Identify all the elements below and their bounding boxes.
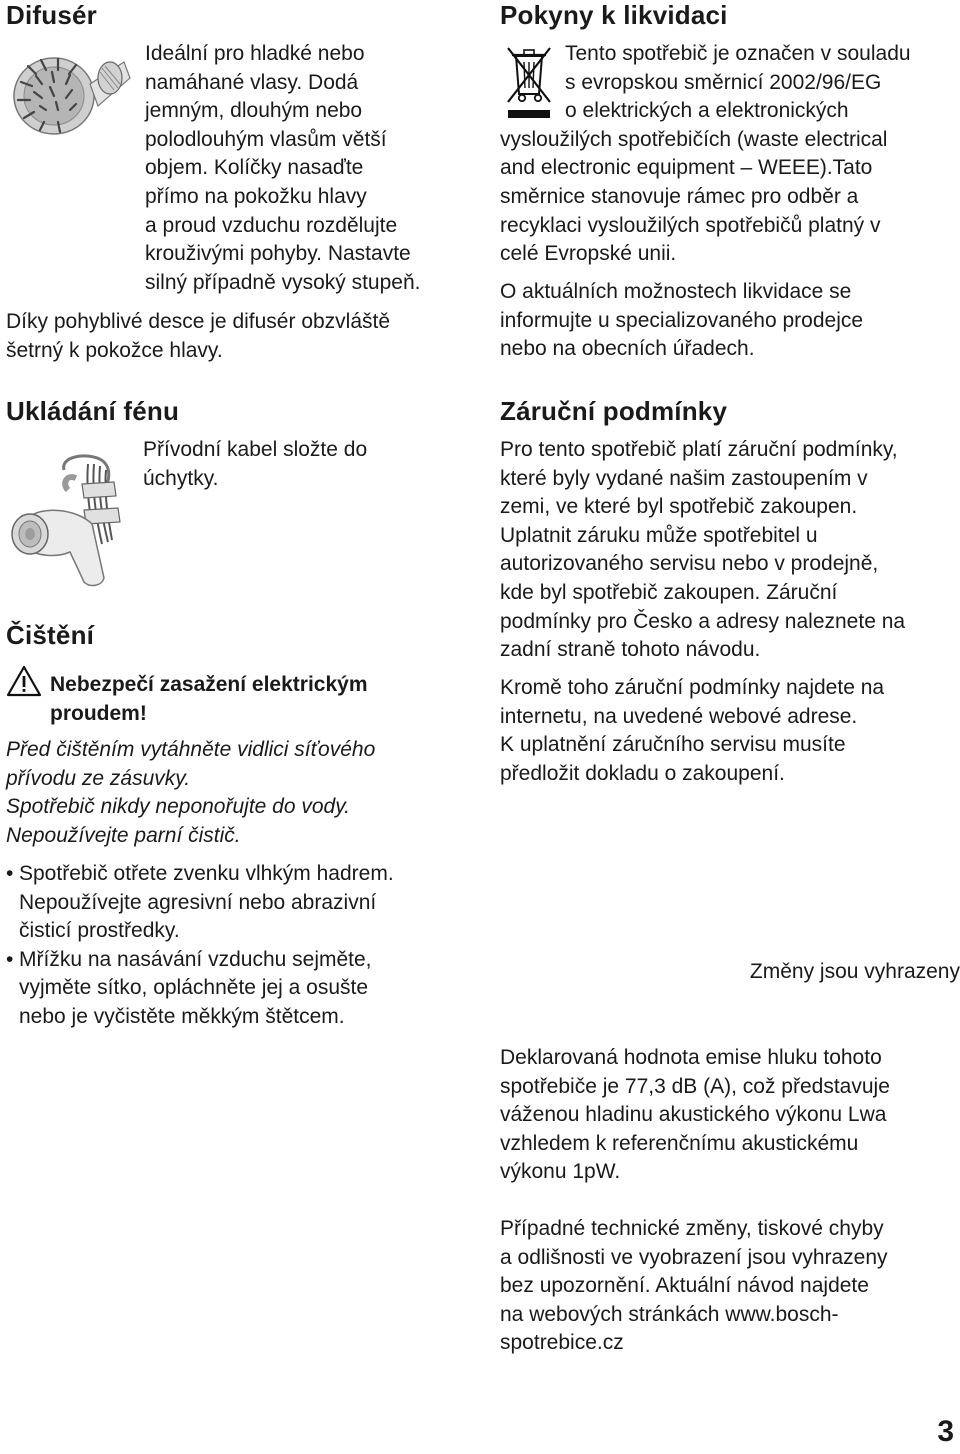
disposal-text-line: Tento spotřebič je označen v souladu <box>565 42 911 65</box>
disposal-heading: Pokyny k likvidaci <box>500 0 728 30</box>
bullet-text-line: nebo je vyčistěte měkkým štětcem. <box>19 1005 345 1028</box>
warranty-text-line: internetu, na uvedené webové adrese. <box>500 704 858 728</box>
noise-text-line: spotřebiče je 77,3 dB (A), což představuje <box>500 1074 890 1098</box>
storage-heading: Ukládání fénu <box>6 396 180 426</box>
warranty-heading: Záruční podmínky <box>500 396 728 426</box>
diffuser-text-line: Ideální pro hladké nebo <box>145 42 365 65</box>
disposal-text-line: s evropskou směrnicí 2002/96/EG <box>565 70 882 94</box>
bullet-marker: • <box>6 947 14 971</box>
cleaning-italic-line: Spotřebič nikdy neponořujte do vody. <box>6 795 350 819</box>
bullet-marker: • <box>6 862 14 885</box>
cleaning-italic-line: Nepoužívejte parní čistič. <box>6 823 241 847</box>
warranty-text-line: zadní straně tohoto návodu. <box>500 638 761 662</box>
disclaimer-text-line: bez upozornění. Aktuální návod najdete <box>500 1274 869 1298</box>
warranty-text-line: které byly vydané našim zastoupením v <box>500 466 868 490</box>
disposal-text-line: celé Evropské unii. <box>500 242 677 266</box>
diffuser-heading: Difusér <box>6 0 97 30</box>
disposal-text-line: O aktuálních možnostech likvidace se <box>500 280 852 303</box>
disposal-text-line: informujte u specializovaného prodejce <box>500 308 864 332</box>
diffuser-text-line: šetrný k pokožce hlavy. <box>6 338 223 362</box>
cleaning-italic-line: Před čištěním vytáhněte vidlici síťového <box>6 738 376 761</box>
cleaning-heading: Čištění <box>6 620 95 650</box>
disclaimer-text-line: Případné technické změny, tiskové chyby <box>500 1217 884 1240</box>
warranty-text-line: K uplatnění záručního servisu musíte <box>500 733 846 757</box>
noise-text-line: Deklarovaná hodnota emise hluku tohoto <box>500 1046 882 1069</box>
warranty-text-line: Uplatnit záruku může spotřebitel u <box>500 523 818 547</box>
disclaimer-text-line: spotrebice.cz <box>500 1331 624 1355</box>
warranty-text-line: předložit dokladu o zakoupení. <box>500 761 785 785</box>
hairdryer-with-folded-cable-icon <box>6 448 136 590</box>
diffuser-text-line: a proud vzduchu rozdělujte <box>145 213 398 237</box>
warranty-text-line: Pro tento spotřebič platí záruční podmínky, <box>500 438 898 461</box>
noise-text-line: vzhledem k referenčnímu akustickému <box>500 1131 859 1155</box>
warranty-text-line: kde byl spotřebič zakoupen. Záruční <box>500 581 838 604</box>
noise-text-line: váženou hladinu akustického výkonu Lwa <box>500 1103 887 1127</box>
warranty-text-line: podmínky pro Česko a adresy naleznete na <box>500 609 906 633</box>
diffuser-text-line: krouživými pohyby. Nastavte <box>145 242 411 266</box>
diffuser-illustration-icon <box>6 44 132 144</box>
disposal-text-line: vysloužilých spotřebičích (waste electrical <box>500 127 888 151</box>
diffuser-text-line: objem. Kolíčky nasaďte <box>145 156 364 180</box>
bullet-text-line: vyjměte sítko, opláchněte jej a osušte <box>19 976 369 1000</box>
disposal-text-line: o elektrických a elektronických <box>565 99 849 123</box>
warning-text-line: Nebezpečí zasažení elektrickým <box>50 673 368 696</box>
storage-text-line: Přívodní kabel složte do <box>143 438 368 461</box>
crossed-out-wheelie-bin-icon <box>502 42 556 122</box>
disposal-text-line: nebo na obecních úřadech. <box>500 337 755 361</box>
bullet-text-line: Nepoužívejte agresivní nebo abrazivní <box>19 890 377 914</box>
warranty-text-line: Kromě toho záruční podmínky najdete na <box>500 676 885 699</box>
noise-text-line: výkonu 1pW. <box>500 1160 621 1184</box>
bullet-text-line: Spotřebič otřete zvenku vlhkým hadrem. <box>19 862 394 885</box>
disposal-text-line: recyklaci vysloužilých spotřebičů platný v <box>500 213 881 237</box>
bullet-text-line: Mřížku na nasávání vzduchu sejměte, <box>19 947 372 971</box>
warranty-text-line: autorizovaného servisu nebo v prodejně, <box>500 552 879 576</box>
disposal-text-line: and electronic equipment – WEEE).Tato <box>500 156 873 180</box>
disclaimer-text-line: na webových stránkách www.bosch- <box>500 1302 839 1326</box>
storage-text-line: úchytky. <box>143 466 219 490</box>
changes-reserved-note: Změny jsou vyhrazeny <box>749 960 960 983</box>
diffuser-text-line: namáhané vlasy. Dodá <box>145 70 359 94</box>
warning-triangle-icon <box>6 664 42 698</box>
diffuser-text-line: přímo na pokožku hlavy <box>145 185 367 208</box>
warning-text-line: proudem! <box>50 701 147 725</box>
diffuser-text-line: jemným, dlouhým nebo <box>145 99 363 123</box>
cleaning-italic-line: přívodu ze zásuvky. <box>6 766 191 790</box>
diffuser-text-line: Díky pohyblivé desce je difusér obzvláště <box>6 310 391 333</box>
bullet-text-line: čisticí prostředky. <box>19 919 180 943</box>
diffuser-text-line: polodlouhým vlasům větší <box>145 127 387 151</box>
page-number: 3 <box>937 1415 954 1448</box>
diffuser-text-line: silný případně vysoký stupeň. <box>145 270 421 294</box>
disposal-text-line: směrnice stanovuje rámec pro odběr a <box>500 185 859 208</box>
disclaimer-text-line: a odlišnosti ve vyobrazení jsou vyhrazeny <box>500 1245 888 1269</box>
warranty-text-line: zemi, ve které byl spotřebič zakoupen. <box>500 495 858 519</box>
